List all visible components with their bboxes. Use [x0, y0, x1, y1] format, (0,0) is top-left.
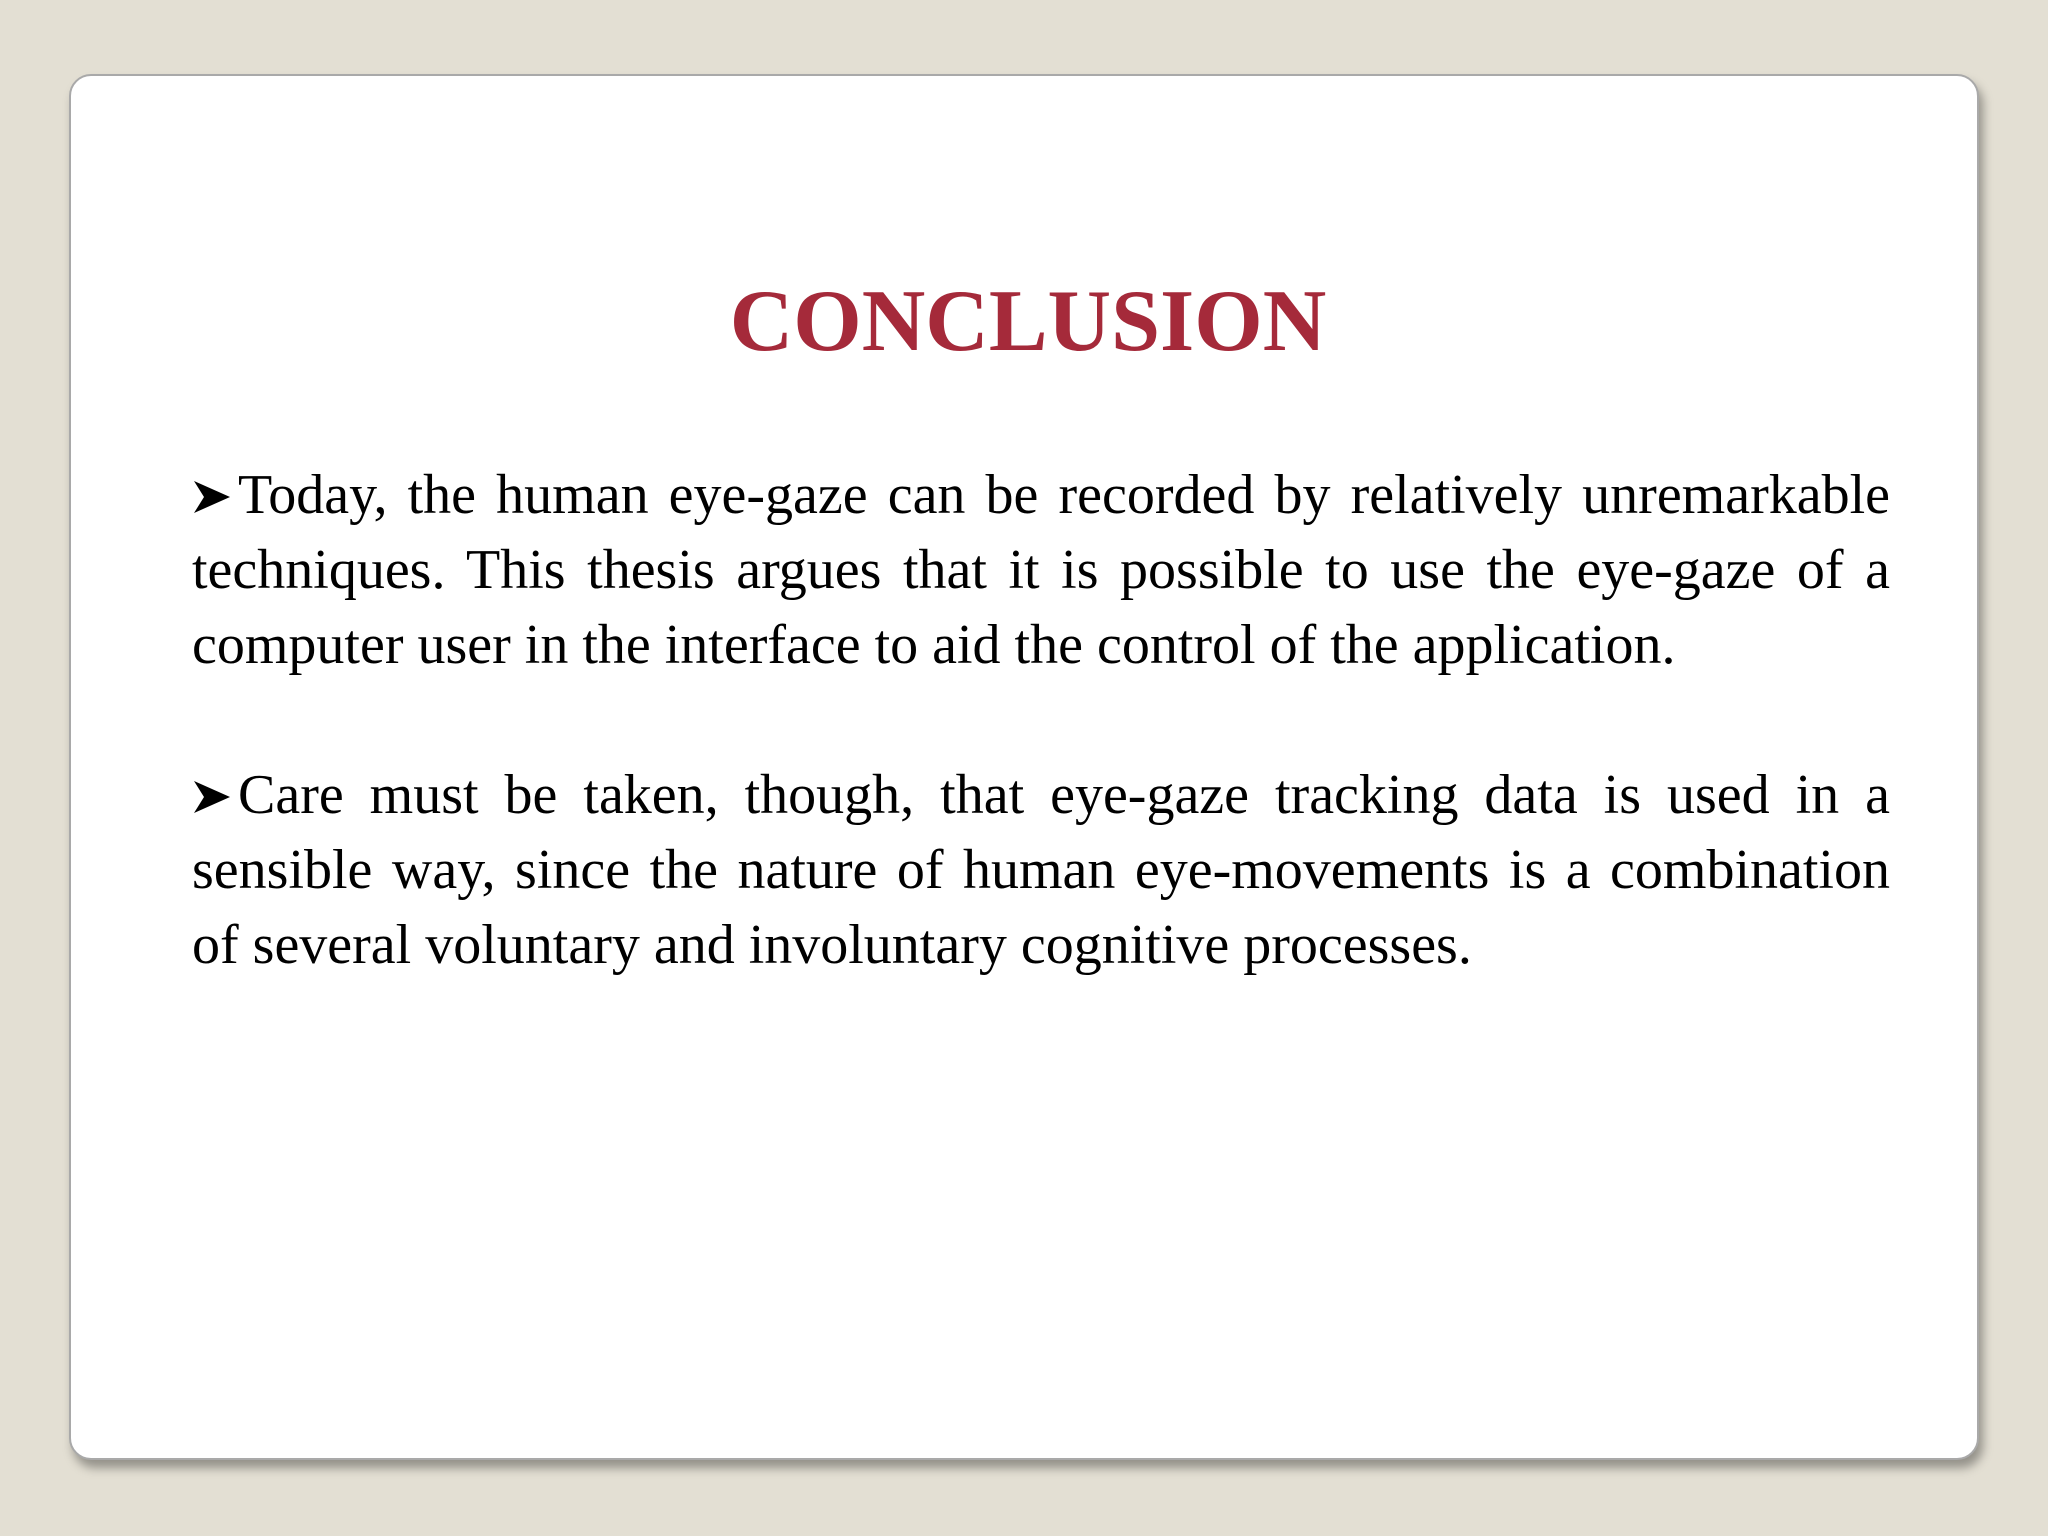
- bullet-text: Today, the human eye-gaze can be recorded by relatively unremarkable techniques. This thesis argues that it is possible to use the eye-gaze of a computer user in the interface to aid the control of the application.: [192, 464, 1890, 676]
- arrowhead-bullet-icon: [192, 458, 238, 533]
- slide-title: CONCLUSION: [729, 273, 1327, 370]
- bullet-list: [192, 458, 1890, 1058]
- bullet-item: [192, 458, 1890, 683]
- arrowhead-bullet-icon: [192, 758, 238, 833]
- slide-card: [69, 74, 1979, 1460]
- bullet-item: [192, 758, 1890, 983]
- bullet-text: Care must be taken, though, that eye-gaze tracking data is used in a sensible way, since the nature of human eye-movements is a combination of several voluntary and involuntary cognitive processes.: [192, 764, 1890, 976]
